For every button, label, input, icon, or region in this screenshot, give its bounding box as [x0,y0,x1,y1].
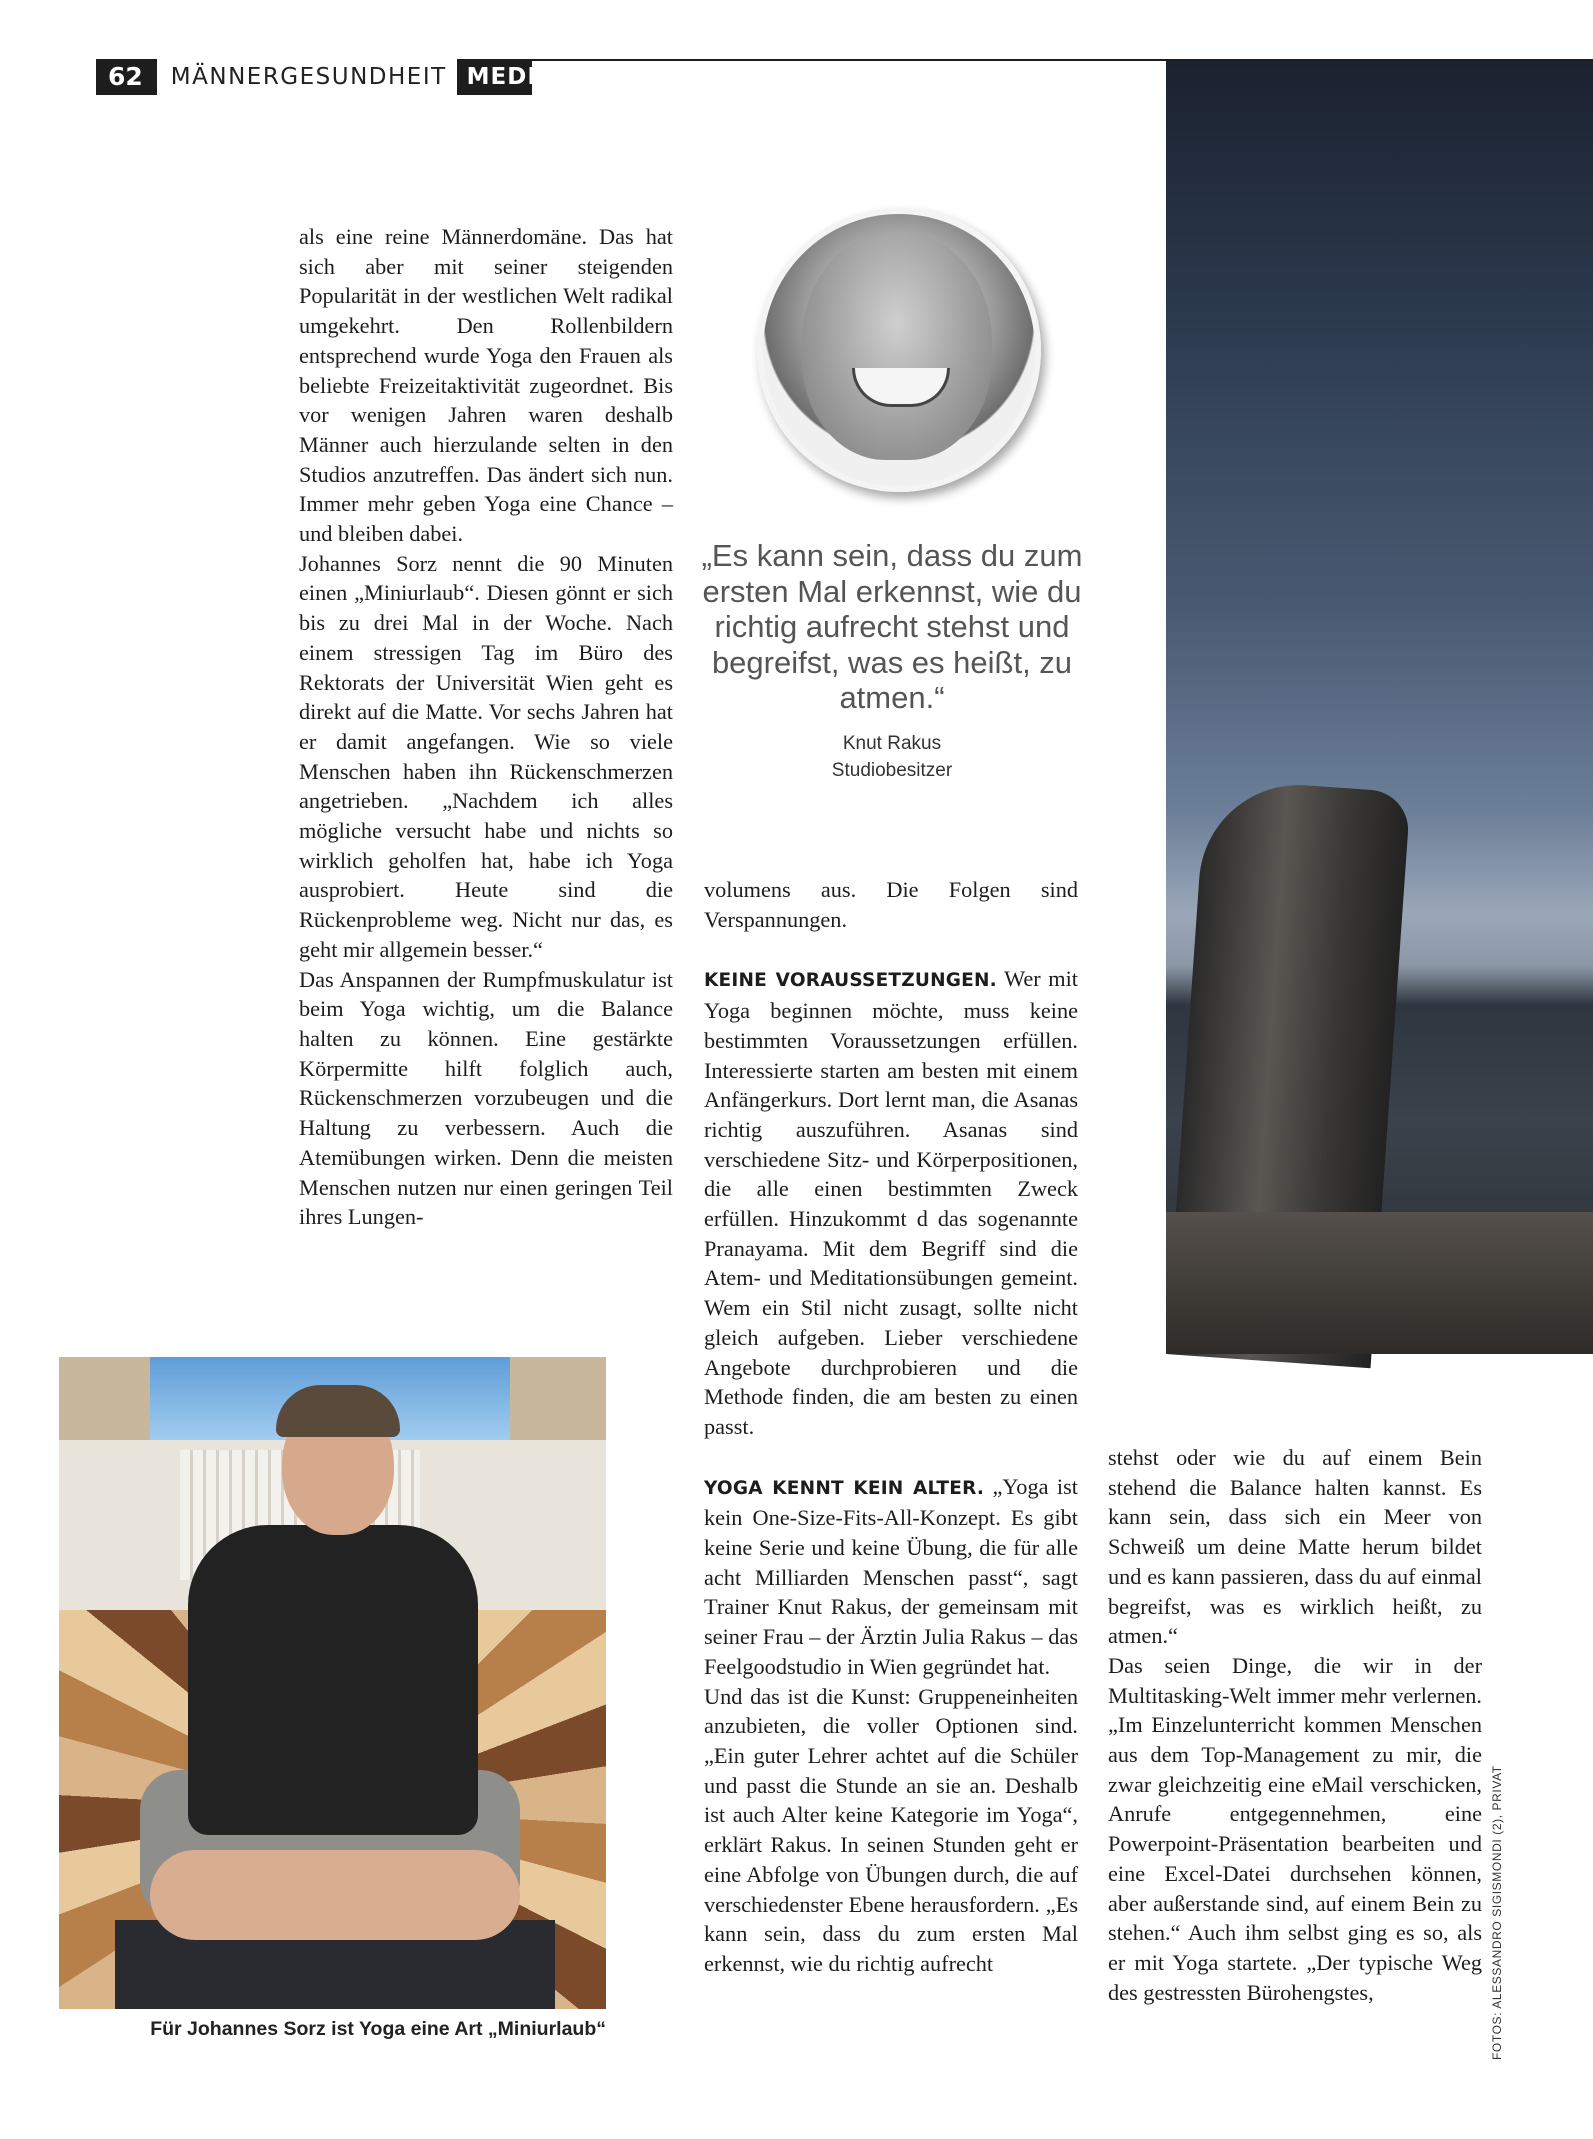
person-torso [188,1525,478,1835]
person-legs [150,1850,520,1940]
section-kicker: KEINE VORAUSSETZUNGEN. [704,970,997,992]
quote-author-role: Studiobesitzer [831,760,953,781]
photo-credit: FOTOS: ALESSANDRO SIGISMONDI (2), PRIVAT [1490,1765,1504,2060]
paragraph: stehst oder wie du auf einem Bein stehend die Balance halten kannst. Es kann sein, dass sich ein Meer von Schweiß um deine Matte herum bildet und es kann passieren, dass du auf einmal begreifst, was es wirklich heißt, zu atmen.“ [1108,1445,1482,1649]
page-number: 62 [96,59,157,95]
page-header [96,59,576,95]
paragraph-text: Wer mit Yoga beginnen möchte, muss keine bestimmten Voraussetzungen erfüllen. Interessierte starten am besten mit einem Anfängerkurs. Dort lernt man, die Asanas richtig auszuführen. Asanas sind verschiedene Sitz- und Körperpositionen, die alle einen bestimmten Zweck erfüllen. Hinzukommt d das sogenannte Pranayama. Mit dem Begriff sind die Atem- und Meditationsübungen gemeint. Wem ein Stil nicht zusagt, sollte nicht gleich aufgeben. Lieber verschiedene Angebote durchprobieren und die Methode finden, die am besten zu einen passt. [704,966,1078,1439]
paragraph [704,964,1078,1441]
section-kicker: YOGA KENNT KEIN ALTER. [704,1477,985,1499]
portrait-face [802,232,992,460]
article-column-1 [299,222,673,1232]
pull-quote: „Es kann sein, dass du zum ersten Mal erkennst, wie du richtig aufrecht stehst und begreifst, was es heißt, zu atmen.“ [701,538,1083,715]
quote-attribution [700,730,1084,784]
paragraph: Das seien Dinge, die wir in der Multitasking-Welt immer mehr verlernen. „Im Einzelunterricht kommen Menschen aus dem Top-Management zu mir, die zwar gleichzeitig eine eMail verschicken, Anrufe entgegennehmen, eine Powerpoint-Präsentation bearbeiten und eine Excel-Datei durchsehen können, aber außerstande sind, auf einem Bein zu stehen.“ Auch ihm selbst ging es so, als er mit Yoga startete. „Der typische Weg des gestressten Bürohengstes, [1108,1652,1482,2005]
magazine-brand: MEDICO [466,64,576,90]
paragraph: Johannes Sorz nennt die 90 Minuten einen „Miniurlaub“. Diesen gönnt er sich bis zu drei Mal in der Woche. Nach einem stressigen Tag im Büro des Rektorats der Universität Wien geht es direkt auf die Matte. Vor sechs Jahren hat er damit angefangen. Wie so viele Menschen haben ihn Rückenschmerzen angetrieben. „Nachdem ich alles mögliche versucht habe und nichts so wirklich geholfen hat, habe ich Yoga ausprobiert. Heute sind die Rückenprobleme weg. Nicht nur das, es geht mir allgemein besser.“ [299,550,673,962]
photo-caption: Für Johannes Sorz ist Yoga eine Art „Miniurlaub“ [150,2018,606,2040]
wooden-railing [1166,1212,1593,1354]
paragraph-text: „Yoga ist kein One-Size-Fits-All-Konzept. Es gibt keine Serie und keine Übung, die für alle acht Milliarden Menschen passt“, sagt Trainer Knut Rakus, der gemeinsam mit seiner Frau – der Ärztin Julia Rakus – das Feelgoodstudio in Wien gegründet hat. [704,1473,1079,1679]
section-title: MÄNNERGESUNDHEIT [157,59,457,95]
paragraph [704,1472,1078,1682]
paragraph: volumens aus. Die Folgen sind Verspannungen. [704,877,1078,932]
person-hair [276,1385,400,1437]
paragraph: Und das ist die Kunst: Gruppeneinheiten anzubieten, die voller Optionen sind. „Ein guter Lehrer achtet auf die Schüler und passt die Stunde an sie an. Deshalb ist auch Alter keine Kategorie im Yoga“, erklärt Rakus. In seinen Stunden geht er eine Abfolge von Übungen durch, die auf verschiedenster Ebene herausfordern. „Es kann sein, dass du zum ersten Mal erkennst, wie du richtig aufrecht [704,1683,1078,1976]
article-column-2 [704,875,1078,1979]
paragraph: Das Anspannen der Rumpfmuskulatur ist beim Yoga wichtig, um die Balance halten zu können. Eine gestärkte Körpermitte hilft folglich auch, Rückenschmerzen vorzubeugen und die Haltung zu verbessern. Auch die Atemübungen wirken. Denn die meisten Menschen nutzen nur einen geringen Teil ihres Lungen- [299,966,673,1230]
article-column-3 [1108,1443,1482,2007]
quote-author: Knut Rakus [842,733,942,754]
paragraph: als eine reine Männerdomäne. Das hat sich aber mit seiner steigenden Popularität in der westlichen Welt radikal umgekehrt. Den Rollenbildern entsprechend wurde Yoga den Frauen als beliebte Freizeitaktivität zugeordnet. Bis vor wenigen Jahren waren deshalb Männer auch hierzulande selten in den Studios anzutreffen. Das ändert sich nun. Immer mehr geben Yoga eine Chance – und bleiben dabei. [299,224,673,547]
